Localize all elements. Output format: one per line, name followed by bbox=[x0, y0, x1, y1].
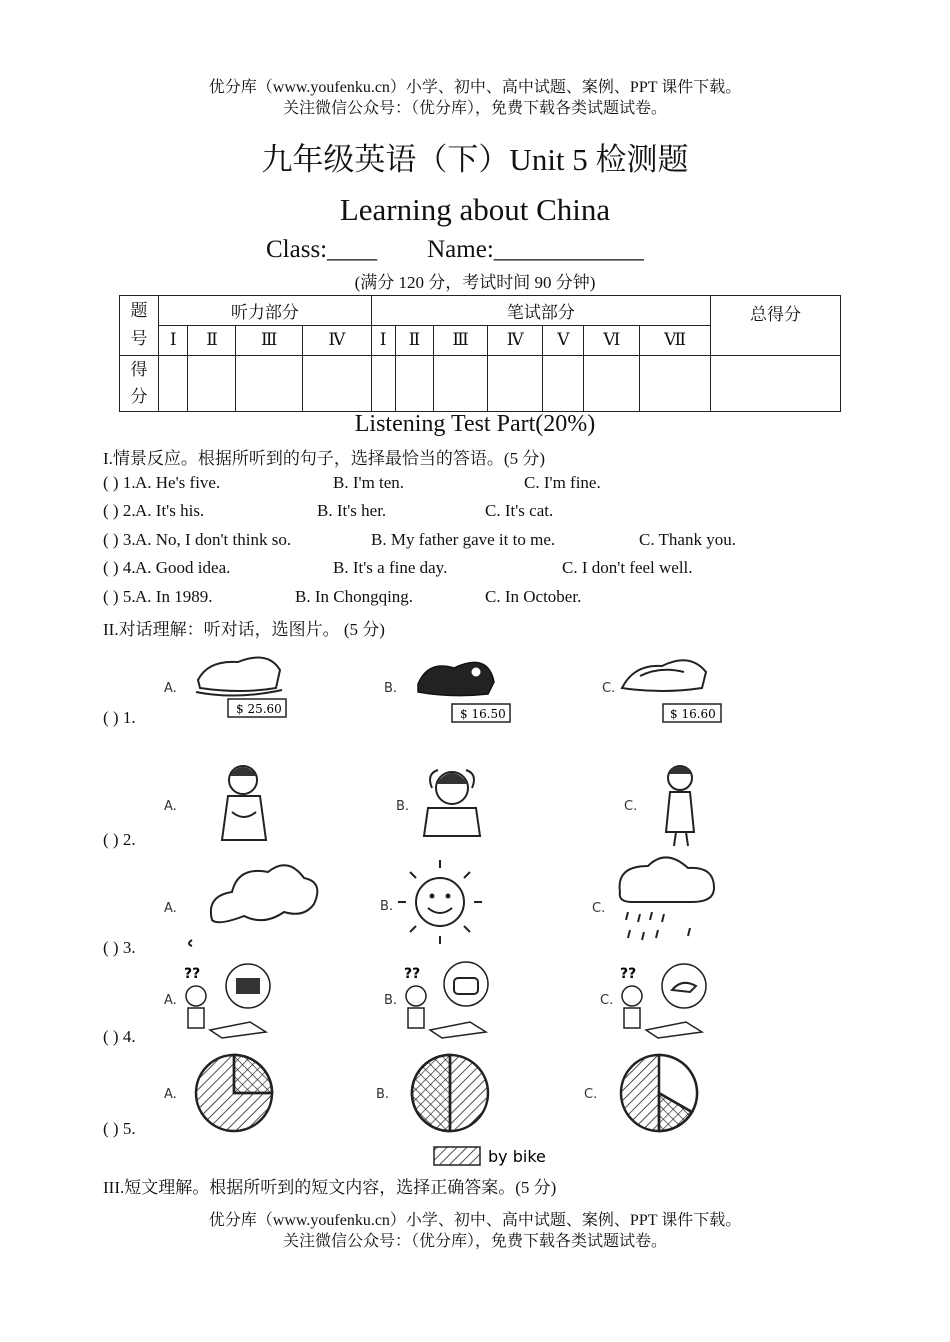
option-b[interactable]: B. In Chongqing. bbox=[295, 587, 414, 606]
thinking-option-a[interactable] bbox=[164, 964, 270, 1038]
writing-col-2: Ⅱ bbox=[395, 326, 434, 355]
price-b: $ 16.50 bbox=[460, 707, 506, 721]
thinking-option-c[interactable] bbox=[600, 964, 706, 1038]
legend-swatch bbox=[434, 1147, 480, 1165]
svg-text:A.: A. bbox=[164, 993, 177, 1008]
rain-cloud-icon bbox=[620, 857, 714, 902]
book-icon bbox=[236, 978, 260, 994]
child-option-b[interactable] bbox=[396, 770, 480, 836]
option-a[interactable]: A. He's five. bbox=[135, 473, 221, 492]
listening-header: 听力部分 bbox=[159, 296, 372, 326]
svg-text:B.: B. bbox=[396, 799, 410, 814]
svg-text:B.: B. bbox=[384, 993, 398, 1008]
label-a: A. bbox=[164, 681, 177, 696]
writing-col-7: Ⅶ bbox=[640, 326, 711, 355]
option-a[interactable]: A. It's his. bbox=[135, 501, 205, 520]
footer-line-1: 优分库（www.youfenku.cn）小学、初中、高中试题、案例、PPT 课件下载。 bbox=[208, 1212, 742, 1229]
thinking-option-b[interactable] bbox=[384, 962, 488, 1038]
weather-option-c[interactable] bbox=[592, 857, 714, 940]
page-subtitle: Learning about China bbox=[339, 192, 611, 227]
svg-text:C.: C. bbox=[584, 1087, 598, 1102]
pie-option-a[interactable] bbox=[164, 1055, 272, 1131]
shoe-icon bbox=[622, 660, 706, 691]
option-c[interactable]: C. In October. bbox=[485, 587, 582, 606]
picture-item-3: ( ) 3. bbox=[103, 938, 136, 957]
picture-item-2: ( ) 2. bbox=[103, 830, 136, 849]
svg-text:A.: A. bbox=[164, 901, 177, 916]
price-c: $ 16.60 bbox=[670, 707, 716, 721]
picture-item-1: ( ) 1. bbox=[103, 708, 136, 727]
writing-col-3: Ⅲ bbox=[434, 326, 488, 355]
row-label-score: 得 分 bbox=[120, 355, 159, 412]
person-icon bbox=[622, 986, 642, 1006]
svg-text:C.: C. bbox=[600, 993, 614, 1008]
writing-header: 笔试部分 bbox=[371, 296, 710, 326]
price-a: $ 25.60 bbox=[236, 702, 282, 716]
option-a[interactable]: A. Good idea. bbox=[135, 558, 231, 577]
sun-icon bbox=[416, 878, 464, 926]
svg-text:??: ?? bbox=[184, 966, 201, 982]
listening-col-3: Ⅲ bbox=[236, 326, 302, 355]
legend-label: by bike bbox=[488, 1147, 546, 1166]
pie-option-b[interactable] bbox=[376, 1055, 488, 1131]
child-option-a[interactable] bbox=[164, 766, 266, 840]
listening-col-1: Ⅰ bbox=[159, 326, 188, 355]
option-c[interactable]: C. Thank you. bbox=[639, 530, 736, 549]
svg-text:C.: C. bbox=[624, 799, 638, 814]
option-a[interactable]: A. No, I don't think so. bbox=[135, 530, 292, 549]
svg-text:??: ?? bbox=[404, 966, 421, 982]
cloud-icon bbox=[211, 865, 317, 922]
svg-text:B.: B. bbox=[380, 899, 394, 914]
listening-col-2: Ⅱ bbox=[188, 326, 236, 355]
listening-col-4: Ⅳ bbox=[302, 326, 371, 355]
pie-legend bbox=[434, 1147, 546, 1166]
shoes-option-a[interactable] bbox=[164, 658, 286, 718]
person-icon bbox=[406, 986, 426, 1006]
label-c: C. bbox=[602, 681, 616, 696]
footer-line-2: 关注微信公众号：（优分库），免费下载各类试题试卷。 bbox=[282, 1233, 667, 1250]
writing-col-5: Ⅴ bbox=[543, 326, 584, 355]
listening-title: Listening Test Part(20%) bbox=[354, 411, 596, 437]
picture-item-5: ( ) 5. bbox=[103, 1119, 136, 1138]
option-c[interactable]: C. I don't feel well. bbox=[562, 558, 693, 577]
writing-col-4: Ⅳ bbox=[487, 326, 542, 355]
svg-text:A.: A. bbox=[164, 1087, 177, 1102]
option-b[interactable]: B. It's a fine day. bbox=[333, 558, 448, 577]
section-2-heading: II.对话理解：听对话，选图片。 (5 分) bbox=[103, 620, 385, 639]
option-c[interactable]: C. It's cat. bbox=[485, 501, 554, 520]
shoe-icon bbox=[418, 662, 494, 695]
svg-text:??: ?? bbox=[620, 966, 637, 982]
option-a[interactable]: A. In 1989. bbox=[135, 587, 213, 606]
child-option-c[interactable] bbox=[624, 766, 694, 846]
shoes-option-b[interactable] bbox=[384, 662, 510, 722]
row-label-question: 题 号 bbox=[120, 296, 159, 356]
weather-option-a[interactable] bbox=[164, 865, 317, 946]
svg-text:C.: C. bbox=[592, 901, 606, 916]
bag-icon bbox=[454, 978, 478, 994]
option-b[interactable]: B. My father gave it to me. bbox=[371, 530, 556, 549]
exam-note: (满分 120 分，考试时间 90 分钟) bbox=[354, 273, 596, 292]
shoes-option-c[interactable] bbox=[602, 660, 721, 722]
section-1-heading: I.情景反应。根据所听到的句子，选择最恰当的答语。(5 分) bbox=[103, 449, 545, 468]
header-line-1: 优分库（www.youfenku.cn）小学、初中、高中试题、案例、PPT 课件下载。 bbox=[208, 79, 742, 96]
writing-col-6: Ⅵ bbox=[584, 326, 640, 355]
label-b: B. bbox=[384, 681, 398, 696]
picture-item-4: ( ) 4. bbox=[103, 1027, 136, 1046]
section-3-heading: III.短文理解。根据所听到的短文内容，选择正确答案。(5 分) bbox=[103, 1178, 557, 1197]
person-icon bbox=[186, 986, 206, 1006]
weather-option-b[interactable] bbox=[380, 860, 482, 944]
option-c[interactable]: C. I'm fine. bbox=[524, 473, 601, 492]
option-b[interactable]: B. It's her. bbox=[317, 501, 387, 520]
pie-option-c[interactable] bbox=[584, 1055, 697, 1131]
option-b[interactable]: B. I'm ten. bbox=[333, 473, 405, 492]
header-line-2: 关注微信公众号：（优分库），免费下载各类试题试卷。 bbox=[282, 100, 667, 117]
svg-text:A.: A. bbox=[164, 799, 177, 814]
svg-text:B.: B. bbox=[376, 1087, 390, 1102]
writing-col-1: Ⅰ bbox=[371, 326, 395, 355]
class-name-line: Class:____ Name:____________ bbox=[266, 236, 644, 263]
page-title: 九年级英语（下）Unit 5 检测题 bbox=[261, 142, 689, 177]
total-header: 总得分 bbox=[711, 296, 841, 356]
shoe-icon bbox=[198, 658, 280, 692]
